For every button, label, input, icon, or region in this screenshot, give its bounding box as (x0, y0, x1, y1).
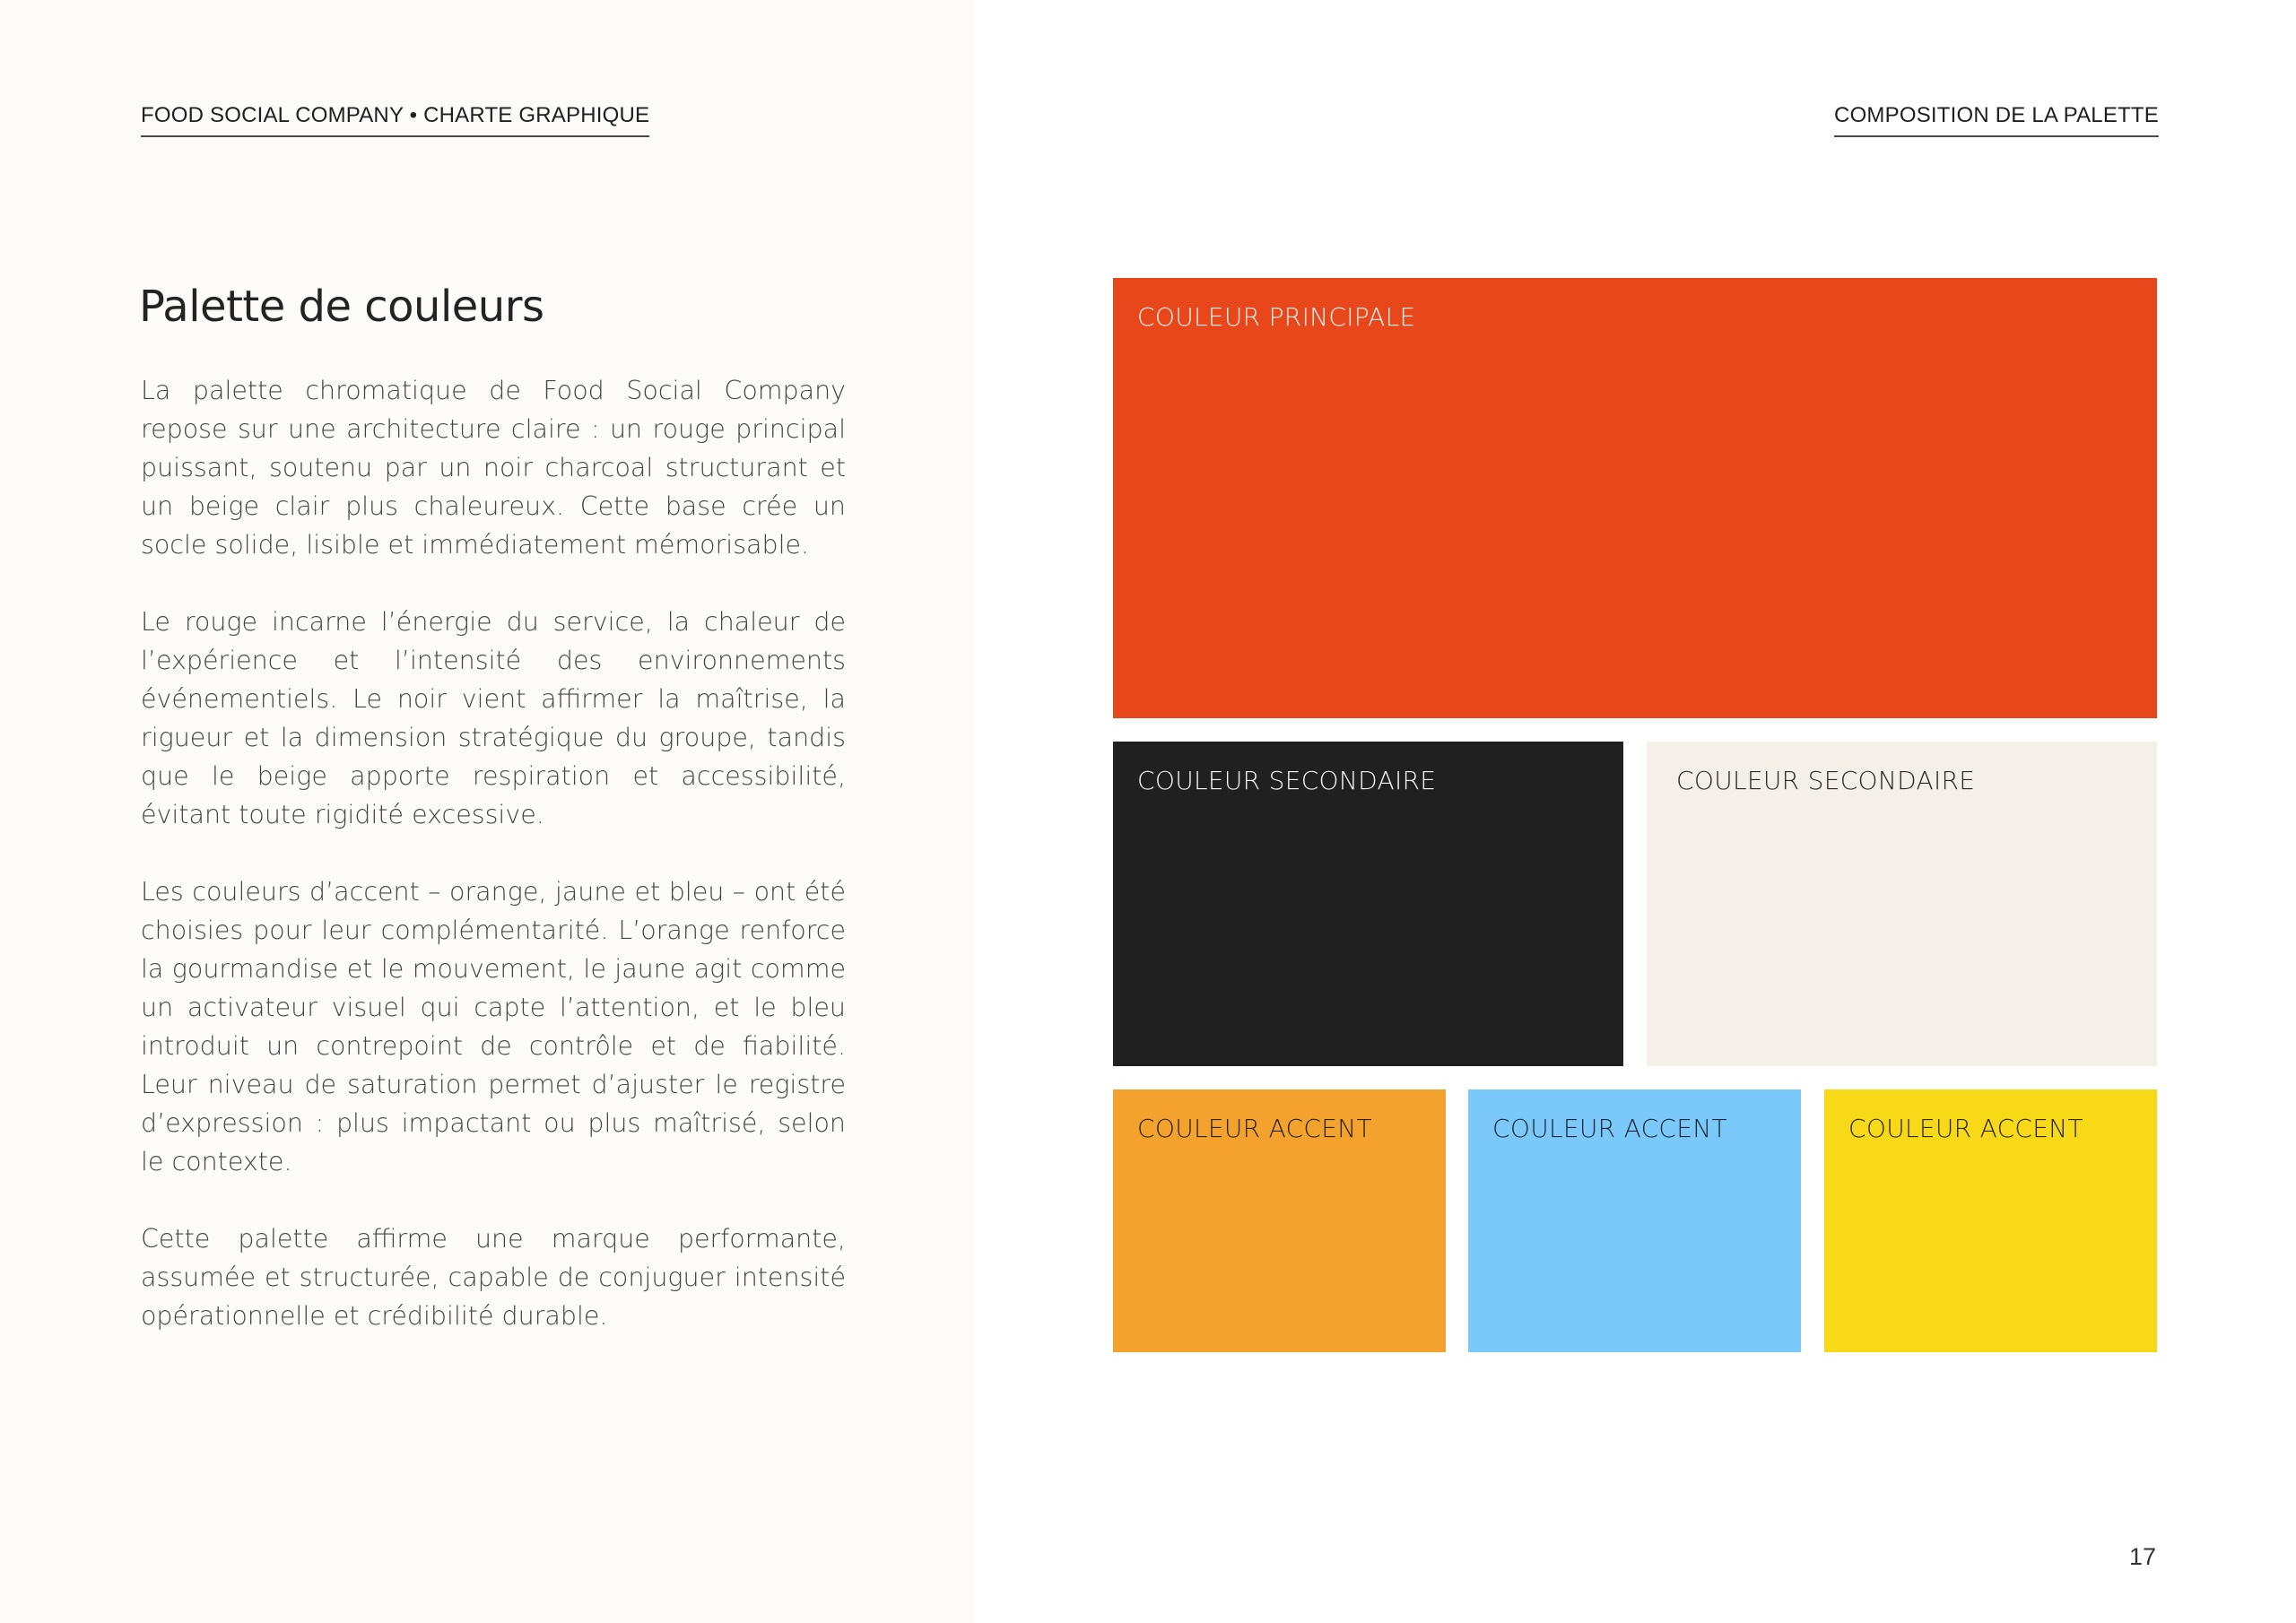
swatch-secondary-black (1113, 742, 1623, 1066)
swatch-primary-red (1113, 278, 2157, 718)
page-title: Palette de couleurs (139, 282, 544, 332)
paragraph-intro: La palette chromatique de Food Social Company repose sur une architecture claire : un rouge principal puissant, soutenu par un noir charcoal structurant et un beige clair plus chaleureux. Cette base crée un socle solide, lisible et immédiatement mémorisable. (141, 376, 846, 560)
page-number: 17 (2128, 1543, 2156, 1570)
body-text (141, 371, 846, 1374)
swatch-label: COULEUR SECONDAIRE (1676, 766, 1976, 795)
swatch-label: COULEUR PRINCIPALE (1137, 302, 1416, 332)
swatch-label: COULEUR ACCENT (1137, 1114, 1372, 1143)
swatch-secondary-beige (1647, 742, 2157, 1066)
swatch-label: COULEUR ACCENT (1848, 1114, 2083, 1143)
swatch-label: COULEUR SECONDAIRE (1137, 766, 1437, 795)
swatch-accent-orange (1113, 1089, 1446, 1352)
swatch-accent-yellow (1824, 1089, 2157, 1352)
paragraph-accents: Les couleurs d’accent – orange, jaune et bleu – ont été choisies pour leur complémentarité. L’orange renforce la gourmandise et le mouvement, le jaune agit comme un activateur visuel qui capte l’attention, et le bleu introduit un contrepoint de contrôle et de fiabilité. Leur niveau de saturation permet d’ajuster le registre d’expression : plus impactant ou plus maîtrisé, selon le contexte. (141, 877, 846, 1176)
running-header-left: FOOD SOCIAL COMPANY • CHARTE GRAPHIQUE (141, 102, 649, 137)
swatch-label: COULEUR ACCENT (1492, 1114, 1727, 1143)
paragraph-red-black-beige: Le rouge incarne l’énergie du service, la chaleur de l’expérience et l’intensité des environnements événementiels. Le noir vient affirmer la maîtrise, la rigueur et la dimension stratégique du groupe, tandis que le beige apporte respiration et accessibilité, évitant toute rigidité excessive. (141, 607, 846, 829)
swatch-accent-blue (1468, 1089, 1801, 1352)
paragraph-conclusion: Cette palette affirme une marque performante, assumée et structurée, capable de conjuguer intensité opérationnelle et crédibilité durable. (141, 1224, 846, 1331)
running-header-right: COMPOSITION DE LA PALETTE (1834, 102, 2159, 137)
